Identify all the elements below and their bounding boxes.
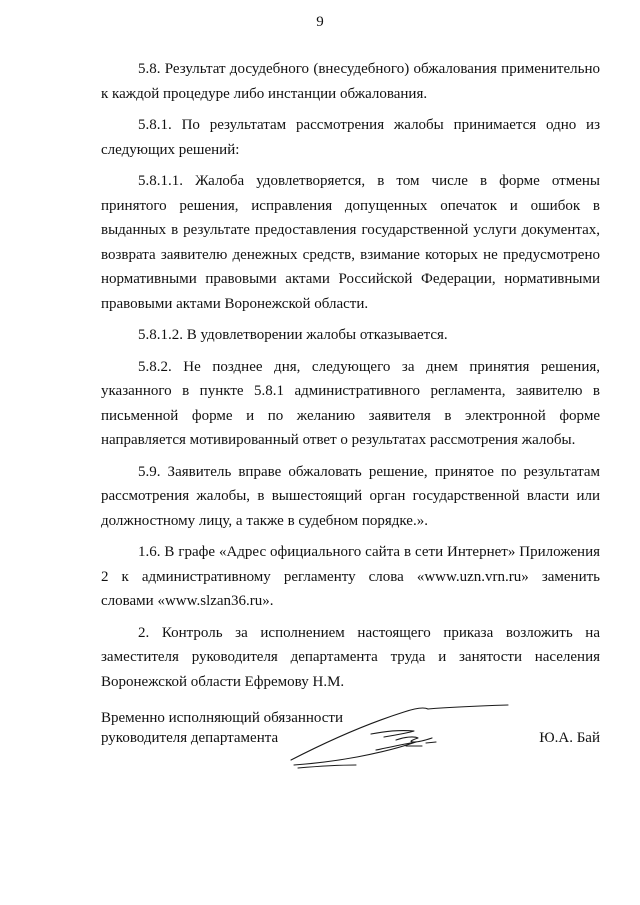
paragraph-5-9: 5.9. Заявитель вправе обжаловать решение, принятое по результатам рассмотрения жалобы, в вышестоящий орган государственной власти или должностному лицу, а также в судебном порядке.». xyxy=(101,463,600,529)
paragraph-5-8-1-2: 5.8.1.2. В удовлетворении жалобы отказывается. xyxy=(138,327,448,343)
signatory-title-line-1: Временно исполняющий обязанности xyxy=(101,710,344,726)
signatory-name: Ю.А. Бай xyxy=(539,730,600,746)
page-number: 9 xyxy=(316,14,324,30)
document-body xyxy=(101,57,600,701)
signatory-title-line-2: руководителя департамента xyxy=(101,730,279,746)
paragraph-5-8: 5.8. Результат досудебного (внесудебного) обжалования применительно к каждой процедуре либо инстанции обжалования. xyxy=(101,61,600,102)
paragraph-5-8-1: 5.8.1. По результатам рассмотрения жалобы принимается одно из следующих решений: xyxy=(101,117,600,158)
paragraph-1-6: 1.6. В графе «Адрес официального сайта в сети Интернет» Приложения 2 к административному регламенту слова «www.uzn.vrn.ru» заменить словами «www.slzan36.ru». xyxy=(101,544,600,609)
paragraph-5-8-1-1: 5.8.1.1. Жалоба удовлетворяется, в том числе в форме отмены принятого решения, исправления допущенных опечаток и ошибок в выданных в результате предоставления государственной услуги документах, возврата заявителю денежных средств, взимание которых не предусмотрено нормативными правовыми актами Российской Федерации, нормативными правовыми актами Воронежской области. xyxy=(101,173,600,312)
handwritten-signature xyxy=(286,702,511,774)
paragraph-5-8-2: 5.8.2. Не позднее дня, следующего за днем принятия решения, указанного в пункте 5.8.1 административного регламента, заявителю в письменной форме и по желанию заявителя в электронной форме направляется мотивированный ответ о результатах рассмотрения жалобы. xyxy=(101,358,600,448)
paragraph-2: 2. Контроль за исполнением настоящего приказа возложить на заместителя руководителя департамента труда и занятости населения Воронежской области Ефремову Н.М. xyxy=(101,624,600,690)
signature-block xyxy=(101,708,600,778)
